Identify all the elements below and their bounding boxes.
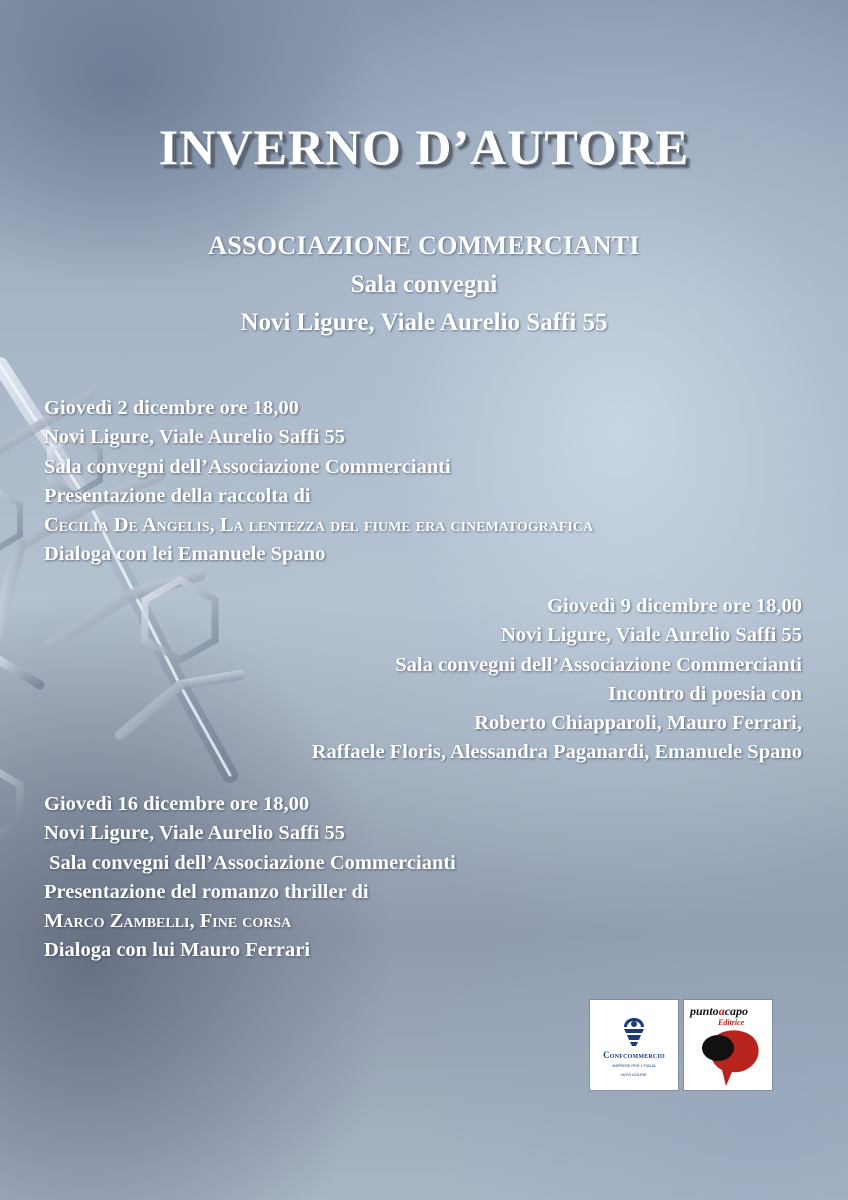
puntoacapo-logo xyxy=(684,1000,772,1090)
event-venue: Sala convegni dell’Associazione Commercianti xyxy=(44,851,456,874)
event-poets-line-2: Raffaele Floris, Alessandra Paganardi, Emanuele Spano xyxy=(311,741,802,764)
venue-address: Novi Ligure, Viale Aurelio Saffi 55 xyxy=(240,309,608,336)
event-moderator: Dialoga con lei Emanuele Spano xyxy=(44,543,326,566)
event-3 xyxy=(44,790,456,966)
event-poets-line-1: Roberto Chiapparoli, Mauro Ferrari, xyxy=(474,712,802,735)
association-name: ASSOCIAZIONE COMMERCIANTI xyxy=(208,231,640,260)
event-date: Giovedì 9 dicembre ore 18,00 xyxy=(547,595,802,617)
event-address: Novi Ligure, Viale Aurelio Saffi 55 xyxy=(44,426,346,449)
event-feature: Cecilia De Angelis, La lentezza del fiume era cinematografica xyxy=(44,514,594,537)
poster-title: INVERNO D’AUTORE xyxy=(158,119,690,175)
event-description: Presentazione della raccolta di xyxy=(44,484,311,507)
speech-bubble-icon xyxy=(684,1000,772,1090)
event-2 xyxy=(312,592,802,768)
event-feature: Marco Zambelli, Fine corsa xyxy=(44,910,292,933)
event-1 xyxy=(44,394,593,570)
confcommercio-logo xyxy=(590,1000,678,1090)
event-address: Novi Ligure, Viale Aurelio Saffi 55 xyxy=(44,822,346,845)
venue-header xyxy=(0,226,848,342)
event-date: Giovedì 16 dicembre ore 18,00 xyxy=(44,793,310,815)
confcommercio-name: Confcommercio xyxy=(603,1050,665,1060)
event-venue: Sala convegni dell’Associazione Commercianti xyxy=(44,455,451,478)
event-moderator: Dialoga con lui Mauro Ferrari xyxy=(44,939,311,962)
event-address: Novi Ligure, Viale Aurelio Saffi 55 xyxy=(500,624,802,647)
event-date: Giovedì 2 dicembre ore 18,00 xyxy=(44,397,299,419)
confcommercio-location: NOVI LIGURE xyxy=(621,1072,647,1077)
event-description: Incontro di poesia con xyxy=(608,682,802,705)
event-description: Presentazione del romanzo thriller di xyxy=(44,880,369,903)
puntoacapo-subtitle: Editrice xyxy=(718,1018,745,1027)
event-venue: Sala convegni dell’Associazione Commercianti xyxy=(395,653,802,676)
venue-name: Sala convegni xyxy=(350,271,498,298)
confcommercio-tagline: IMPRESE PER L'ITALIA xyxy=(612,1063,656,1068)
confcommercio-emblem-icon xyxy=(590,1000,678,1050)
puntoacapo-name: puntoacapo xyxy=(690,1004,749,1018)
